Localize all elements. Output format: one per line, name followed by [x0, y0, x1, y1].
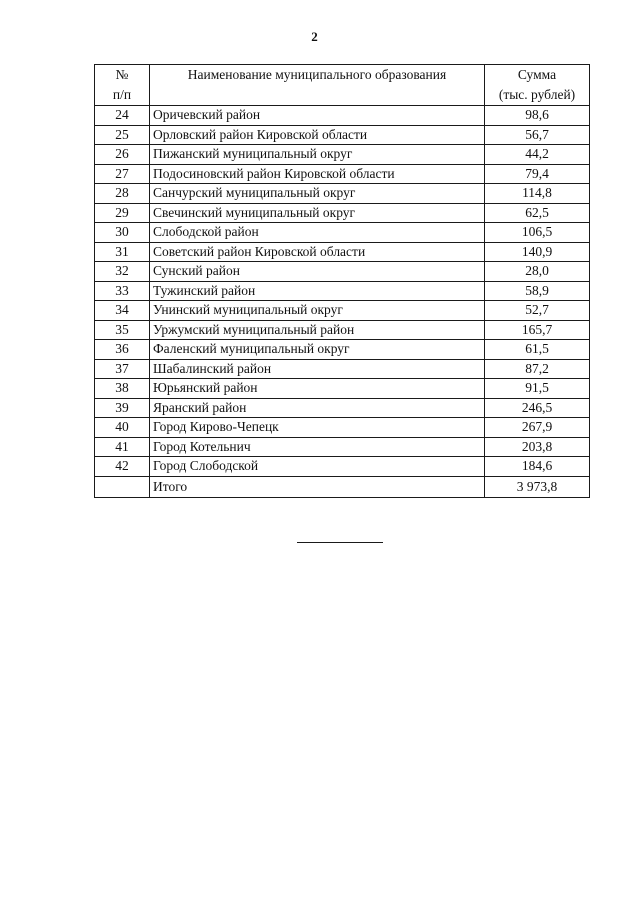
- row-number: 34: [95, 301, 150, 321]
- row-name: Фаленский муниципальный округ: [150, 340, 485, 360]
- table-header-row: [95, 65, 590, 106]
- row-number: 36: [95, 340, 150, 360]
- table-row: [95, 340, 590, 360]
- table-body: [95, 106, 590, 498]
- header-sum: [485, 65, 590, 106]
- table-row: [95, 262, 590, 282]
- row-sum: 56,7: [485, 125, 590, 145]
- row-name: Город Котельнич: [150, 437, 485, 457]
- row-name: Слободской район: [150, 223, 485, 243]
- row-name: Уржумский муниципальный район: [150, 320, 485, 340]
- table-row: [95, 437, 590, 457]
- header-sum-line2: (тыс. рублей): [498, 87, 576, 102]
- table-row: [95, 398, 590, 418]
- row-sum: 87,2: [485, 359, 590, 379]
- row-number: 24: [95, 106, 150, 126]
- row-sum: 203,8: [485, 437, 590, 457]
- header-number: [95, 65, 150, 106]
- row-number: 38: [95, 379, 150, 399]
- row-number: 40: [95, 418, 150, 438]
- row-sum: 79,4: [485, 164, 590, 184]
- row-number: 37: [95, 359, 150, 379]
- row-number: 41: [95, 437, 150, 457]
- table-row: [95, 184, 590, 204]
- row-name: Оричевский район: [150, 106, 485, 126]
- row-name: Санчурский муниципальный округ: [150, 184, 485, 204]
- total-label: Итого: [150, 476, 485, 497]
- row-number: 29: [95, 203, 150, 223]
- row-sum: 28,0: [485, 262, 590, 282]
- page-number: 2: [311, 29, 318, 44]
- row-name: Тужинский район: [150, 281, 485, 301]
- row-name: Шабалинский район: [150, 359, 485, 379]
- table-row: [95, 203, 590, 223]
- row-number: 30: [95, 223, 150, 243]
- row-name: Город Кирово-Чепецк: [150, 418, 485, 438]
- row-name: Пижанский муниципальный округ: [150, 145, 485, 165]
- row-name: Унинский муниципальный округ: [150, 301, 485, 321]
- row-name: Орловский район Кировской области: [150, 125, 485, 145]
- row-sum: 44,2: [485, 145, 590, 165]
- row-sum: 140,9: [485, 242, 590, 262]
- total-num-cell: [95, 476, 150, 497]
- table-row: [95, 223, 590, 243]
- row-sum: 267,9: [485, 418, 590, 438]
- row-sum: 246,5: [485, 398, 590, 418]
- header-number-line2: п/п: [112, 87, 132, 102]
- row-sum: 58,9: [485, 281, 590, 301]
- header-sum-line1: Сумма: [517, 67, 557, 82]
- total-row: [95, 476, 590, 497]
- row-sum: 106,5: [485, 223, 590, 243]
- table-row: [95, 418, 590, 438]
- table-row: [95, 145, 590, 165]
- table-row: [95, 106, 590, 126]
- table-row: [95, 320, 590, 340]
- row-sum: 165,7: [485, 320, 590, 340]
- total-sum: 3 973,8: [485, 476, 590, 497]
- row-number: 42: [95, 457, 150, 477]
- closing-rule: [297, 542, 383, 543]
- row-name: Советский район Кировской области: [150, 242, 485, 262]
- row-number: 31: [95, 242, 150, 262]
- table-row: [95, 164, 590, 184]
- header-name: Наименование муниципального образования: [150, 65, 485, 106]
- row-sum: 98,6: [485, 106, 590, 126]
- row-number: 27: [95, 164, 150, 184]
- row-number: 26: [95, 145, 150, 165]
- row-sum: 52,7: [485, 301, 590, 321]
- row-number: 28: [95, 184, 150, 204]
- row-number: 33: [95, 281, 150, 301]
- row-name: Юрьянский район: [150, 379, 485, 399]
- row-sum: 91,5: [485, 379, 590, 399]
- table-row: [95, 379, 590, 399]
- table-row: [95, 457, 590, 477]
- header-number-line1: №: [115, 67, 129, 82]
- row-sum: 114,8: [485, 184, 590, 204]
- row-sum: 184,6: [485, 457, 590, 477]
- allocation-table: [94, 64, 590, 498]
- row-name: Сунский район: [150, 262, 485, 282]
- row-number: 25: [95, 125, 150, 145]
- row-sum: 61,5: [485, 340, 590, 360]
- row-number: 39: [95, 398, 150, 418]
- row-sum: 62,5: [485, 203, 590, 223]
- table-row: [95, 301, 590, 321]
- table-row: [95, 242, 590, 262]
- table-row: [95, 281, 590, 301]
- row-name: Город Слободской: [150, 457, 485, 477]
- row-number: 35: [95, 320, 150, 340]
- row-name: Свечинский муниципальный округ: [150, 203, 485, 223]
- row-name: Подосиновский район Кировской области: [150, 164, 485, 184]
- row-name: Яранский район: [150, 398, 485, 418]
- table-row: [95, 359, 590, 379]
- table-row: [95, 125, 590, 145]
- row-number: 32: [95, 262, 150, 282]
